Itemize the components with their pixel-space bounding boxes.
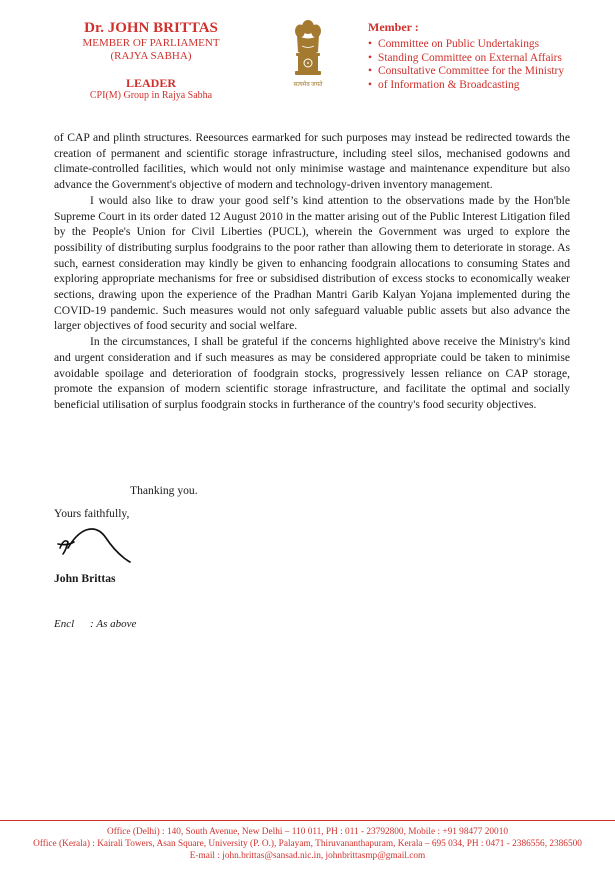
letter-body bbox=[54, 130, 570, 413]
mp-house: (RAJYA SABHA) bbox=[110, 50, 192, 62]
footer-kerala-office: Office (Kerala) : Kairali Towers, Asan Square, University (P. O.), Palayam, Thiruvananthapuram, Kerala – 695 034, PH : 0471 - 2386556, 2386500 bbox=[33, 839, 582, 849]
body-paragraph: In the circumstances, I shall be grateful if the concerns highlighted above receive the Ministry's kind and urgent consideration and if such measures as may be considered appropriate could be taken to minimise avoidable spoilage and deterioration of foodgrain stocks, progressively lessen reliance on CAP storage, promote the expansion of modern scientific storage infrastructure, and facilitate the optimal and socially beneficial utilisation of surplus foodgrain stocks in furtherance of the country's food security objectives. bbox=[54, 335, 570, 411]
party-group: CPI(M) Group in Rajya Sabha bbox=[89, 90, 213, 101]
emblem-motto: सत्यमेव जयते bbox=[293, 82, 323, 88]
mp-title: MEMBER OF PARLIAMENT bbox=[82, 37, 220, 49]
committee-item: • Committee on Public Undertakings bbox=[368, 38, 608, 52]
committee-item: • Consultative Committee for the Ministry bbox=[368, 65, 608, 79]
leader-label: LEADER bbox=[125, 76, 176, 90]
footer-delhi-office: Office (Delhi) : 140, South Avenue, New Delhi – 110 011, PH : 011 - 23792800, Mobile : +91 98477 20010 bbox=[106, 827, 508, 837]
emblem-icon bbox=[291, 18, 325, 80]
body-paragraph: I would also like to draw your good self’s kind attention to the observations made by the Hon'ble Supreme Court in its order dated 12 August 2010 in the matter arising out of the Public Interest Litigation filed by the People's Union for Civil Liberties (PUCL), wherein the Government was urged to explore the possibility of distributing surplus foodgrains to the poor rather than allowing them to deteriorate in storage. As such, earnest consideration may kindly be given to enhancing foodgrain allocations to consuming States and exploring appropriate mechanisms for free or subsidised distribution of excess stocks to economically weaker sections, drawing upon the experience of the Pradhan Mantri Garib Kalyan Yojana implemented during the COVID-19 pandemic. Such measures would not only safeguard valuable public assets but also advance the larger objectives of food security and social welfare. bbox=[54, 193, 570, 333]
footer-email: E-mail : john.brittas@sansad.nic.in, johnbrittasmp@gmail.com bbox=[189, 851, 426, 861]
signature-image bbox=[54, 524, 134, 566]
committee-item: • Standing Committee on External Affairs bbox=[368, 52, 608, 66]
footer-divider bbox=[0, 820, 615, 821]
encl-label: Encl bbox=[54, 618, 75, 630]
enclosure-note bbox=[54, 618, 136, 630]
body-paragraph: of CAP and plinth structures. Reesources earmarked for such purposes may instead be redirected towards the creation of permanent and scientific storage infrastructure, including steel silos, mechanised godowns and climate-controlled facilities, which would not only minimise wastage and maintenance expenditure but also advance the Government's objective of modern and technology-driven inventory management. bbox=[54, 131, 570, 192]
signer-name: John Brittas bbox=[54, 572, 116, 585]
committee-list bbox=[368, 38, 608, 92]
salutation: Yours faithfully, bbox=[54, 507, 130, 520]
encl-value: : As above bbox=[90, 618, 137, 630]
committee-item-continued: • of Information & Broadcasting bbox=[368, 79, 608, 93]
committee-membership bbox=[368, 20, 608, 92]
national-emblem bbox=[288, 18, 328, 92]
member-heading: Member : bbox=[368, 20, 419, 34]
footer-contact bbox=[0, 826, 615, 862]
thanks-line: Thanking you. bbox=[130, 484, 198, 497]
letterhead-left bbox=[60, 20, 242, 102]
mp-name: Dr. JOHN BRITTAS bbox=[84, 20, 218, 36]
